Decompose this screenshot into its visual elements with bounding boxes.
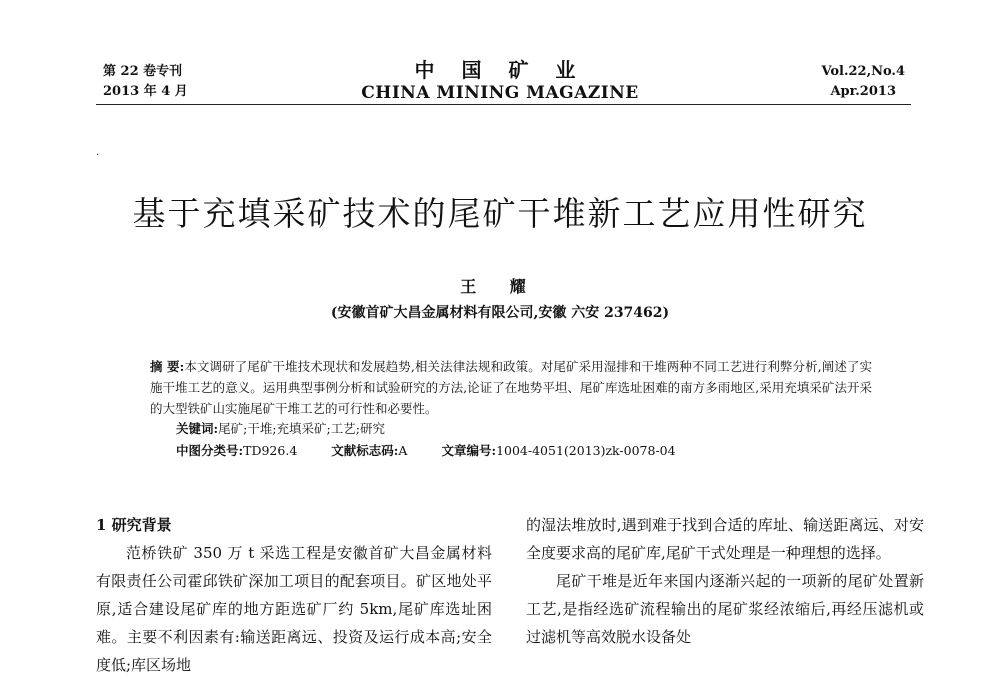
keywords-label: 关键词:	[176, 421, 219, 436]
header-right	[821, 62, 905, 102]
journal-name-en: CHINA MINING MAGAZINE	[361, 83, 639, 103]
page-speck: ·	[96, 150, 100, 161]
doccode-label: 文献标志码:	[331, 443, 399, 458]
date-cn: 2013 年 4 月	[103, 84, 188, 99]
keywords	[176, 418, 385, 439]
header-rule	[96, 104, 911, 105]
body-column-right	[526, 511, 924, 651]
author-affiliation: (安徽首矿大昌金属材料有限公司,安徽 六安 237462)	[330, 305, 670, 321]
classification-line	[176, 440, 676, 461]
section-heading: 1 研究背景	[96, 516, 172, 534]
volume-en: Vol.22,No.4	[821, 64, 905, 79]
body-paragraph: 范桥铁矿 350 万 t 采选工程是安徽首矿大昌金属材料有限责任公司霍邱铁矿深加工项目的配套项目。矿区地处平原,适合建设尾矿库的地方距选矿厂约 5km,尾矿库选址困难。主要不利因素有:输送距离远、投资及运行成本高;安全度低;库区场地	[96, 544, 492, 674]
articleno-label: 文章编号:	[441, 443, 497, 458]
body-paragraph: 的湿法堆放时,遇到难于找到合适的库址、输送距离远、对安全度要求高的尾矿库,尾矿干式处理是一种理想的选择。	[526, 516, 924, 562]
article-author: 王 耀	[460, 277, 540, 296]
clc-value: TD926.4	[243, 443, 298, 458]
clc-label: 中图分类号:	[176, 443, 244, 458]
abstract-label: 摘 要:	[150, 359, 185, 374]
volume-cn: 第 22 卷专刊	[103, 64, 183, 79]
articleno-value: 1004-4051(2013)zk-0078-04	[496, 443, 676, 458]
article-title: 基于充填采矿技术的尾矿干堆新工艺应用性研究	[132, 194, 868, 233]
body-column-left	[96, 511, 492, 679]
abstract-text: 本文调研了尾矿干堆技术现状和发展趋势,相关法律法规和政策。对尾矿采用湿排和干堆两种不同工艺进行利弊分析,阐述了实施干堆工艺的意义。运用典型事例分析和试验研究的方法,论证了在地势平坦、尾矿库选址困难的南方多雨地区,采用充填采矿法开采的大型铁矿山实施尾矿干堆工艺的可行性和必要性。	[150, 359, 873, 416]
keywords-text: 尾矿;干堆;充填采矿;工艺;研究	[218, 421, 385, 436]
journal-name-cn: 中 国 矿 业	[414, 58, 586, 82]
doccode-value: A	[398, 443, 408, 458]
abstract	[150, 356, 872, 419]
date-en: Apr.2013	[830, 84, 896, 99]
body-paragraph: 尾矿干堆是近年来国内逐渐兴起的一项新的尾矿处置新工艺,是指经选矿流程输出的尾矿浆经浓缩后,再经压滤机或过滤机等高效脱水设备处	[526, 572, 924, 646]
